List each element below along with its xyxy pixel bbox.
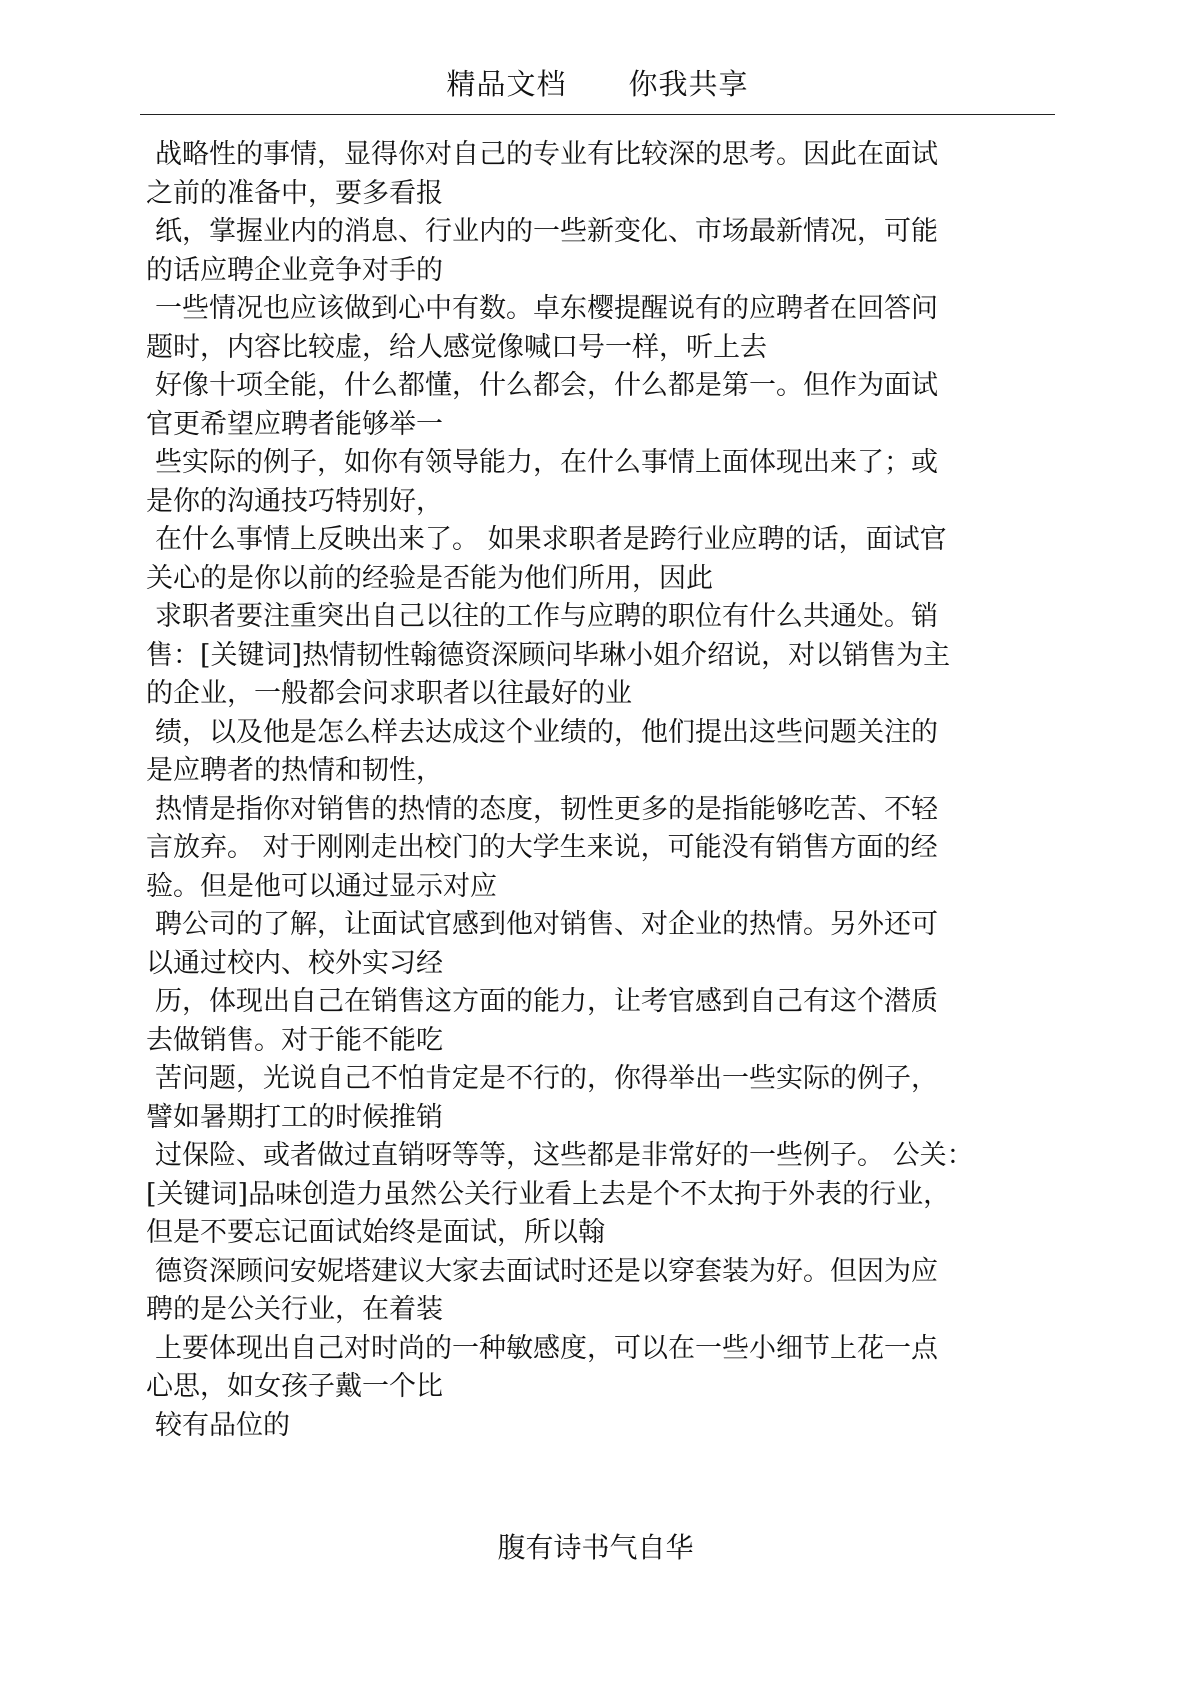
header-right-text: 你我共享	[628, 67, 749, 101]
text-line: 求职者要注重突出自己以往的工作与应聘的职位有什么共通处。销	[155, 601, 938, 632]
page-footer: 腹有诗书气自华	[497, 1531, 694, 1564]
text-line: 但是不要忘记面试始终是面试，所以翰	[146, 1217, 605, 1248]
text-line: 譬如暑期打工的时候推销	[146, 1101, 443, 1133]
text-line: 去做销售。对于能不能吃	[146, 1024, 443, 1056]
text-line: 是应聘者的热情和韧性，	[146, 755, 443, 786]
text-line: 战略性的事情，显得你对自己的专业有比较深的思考。因此在面试	[155, 139, 938, 170]
header-left-text: 精品文档	[446, 67, 567, 101]
text-line: 上要体现出自己对时尚的一种敏感度，可以在一些小细节上花一点	[155, 1332, 938, 1364]
text-line: 的话应聘企业竞争对手的	[146, 254, 443, 286]
text-line: 的企业，一般都会问求职者以往最好的业	[146, 678, 632, 709]
text-line: 聘的是公关行业，在着装	[146, 1294, 443, 1325]
text-line: 之前的准备中，要多看报	[146, 177, 443, 209]
text-line: 德资深顾问安妮塔建议大家去面试时还是以穿套装为好。但因为应	[155, 1255, 938, 1287]
text-line: 售：[关键词]热情韧性翰德资深顾问毕琳小姐介绍说，对以销售为主	[146, 639, 951, 671]
text-line: 以通过校内、校外实习经	[146, 947, 443, 979]
text-line: 纸，掌握业内的消息、行业内的一些新变化、市场最新情况，可能	[155, 216, 938, 247]
document-body	[146, 136, 1076, 1445]
text-line: 验。但是他可以通过显示对应	[146, 870, 497, 902]
text-line: [关键词]品味创造力虽然公关行业看上去是个不太拘于外表的行业，	[146, 1178, 951, 1210]
text-line: 一些情况也应该做到心中有数。卓东樱提醒说有的应聘者在回答问	[155, 293, 938, 324]
text-line: 过保险、或者做过直销呀等等，这些都是非常好的一些例子。 公关：	[155, 1140, 974, 1171]
text-line: 是你的沟通技巧特别好，	[146, 485, 443, 517]
header-title	[140, 64, 1055, 104]
page-header	[140, 64, 1055, 115]
text-line: 些实际的例子，如你有领导能力，在什么事情上面体现出来了；或	[155, 447, 938, 478]
text-line: 关心的是你以前的经验是否能为他们所用，因此	[146, 562, 713, 594]
text-line: 较有品位的	[155, 1409, 290, 1441]
text-line: 在什么事情上反映出来了。 如果求职者是跨行业应聘的话，面试官	[155, 524, 947, 555]
text-line: 绩，以及他是怎么样去达成这个业绩的，他们提出这些问题关注的	[155, 716, 938, 748]
text-line: 题时，内容比较虚，给人感觉像喊口号一样，听上去	[146, 331, 767, 363]
text-line: 历，体现出自己在销售这方面的能力，让考官感到自己有这个潜质	[155, 986, 938, 1017]
text-line: 热情是指你对销售的热情的态度，韧性更多的是指能够吃苦、不轻	[155, 793, 938, 825]
text-line: 聘公司的了解，让面试官感到他对销售、对企业的热情。另外还可	[155, 909, 938, 940]
text-line: 官更希望应聘者能够举一	[146, 408, 443, 440]
text-line: 言放弃。 对于刚刚走出校门的大学生来说，可能没有销售方面的经	[146, 832, 938, 863]
text-line: 好像十项全能，什么都懂，什么都会，什么都是第一。但作为面试	[155, 370, 938, 401]
text-line: 心思，如女孩子戴一个比	[146, 1371, 443, 1402]
text-line: 苦问题，光说自己不怕肯定是不行的，你得举出一些实际的例子，	[155, 1063, 938, 1094]
